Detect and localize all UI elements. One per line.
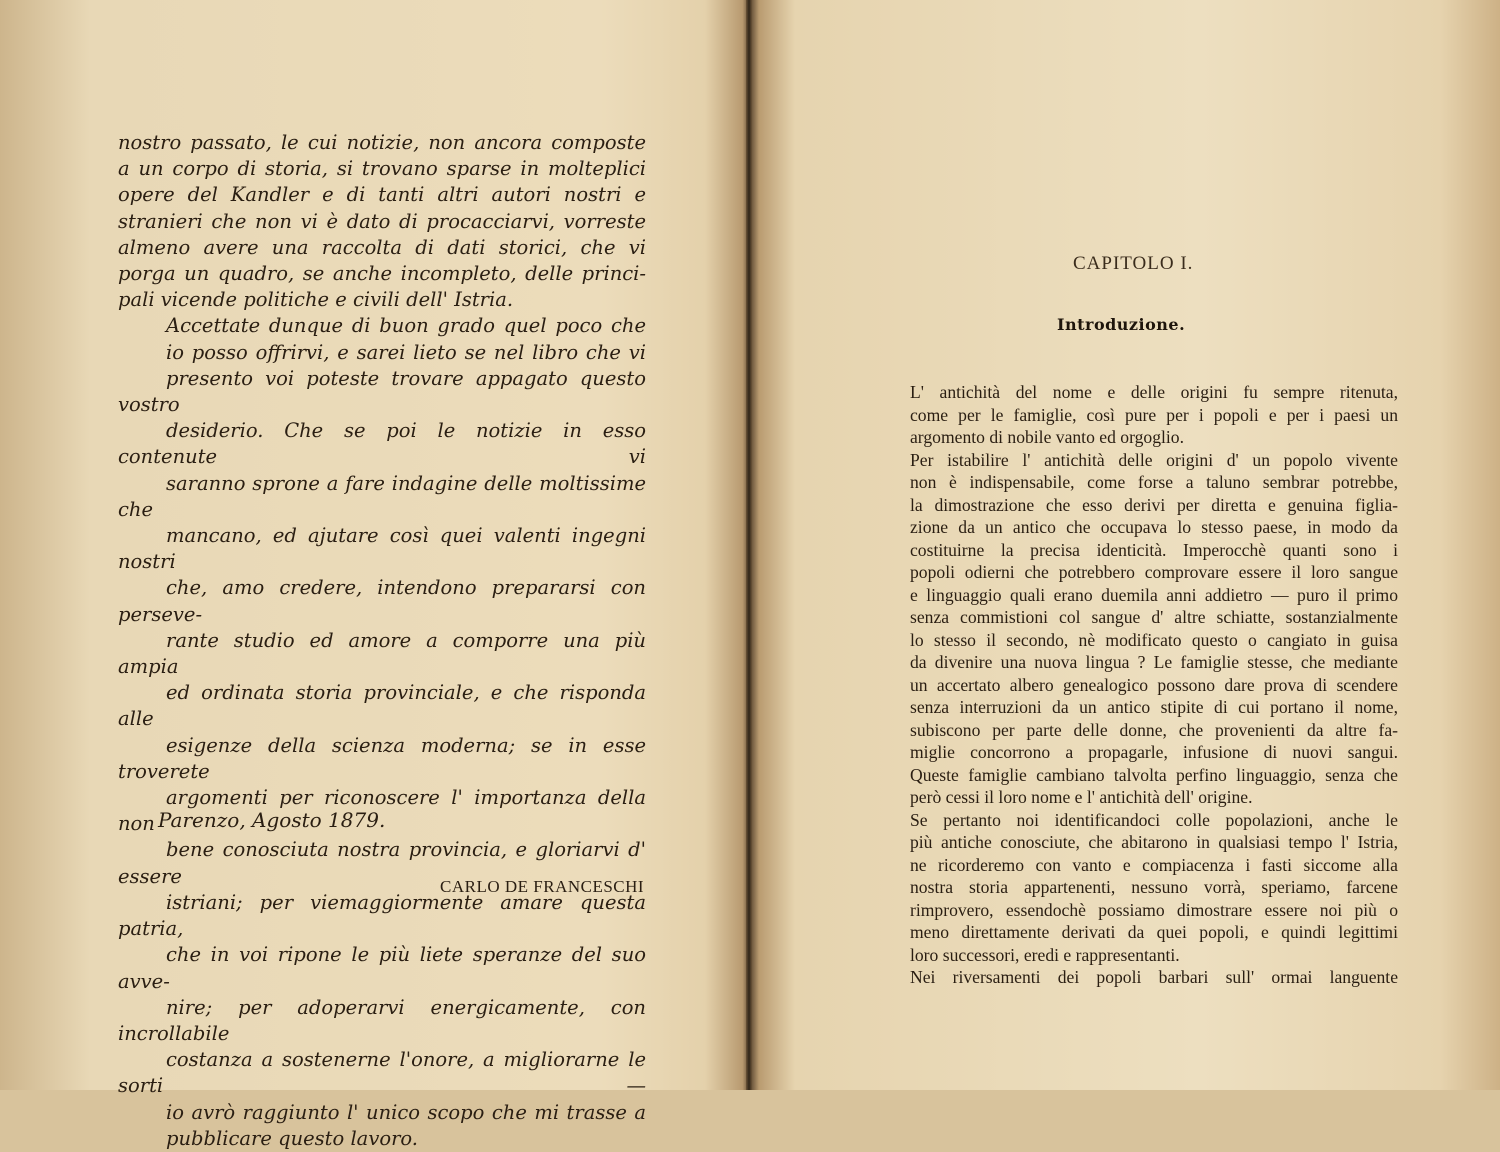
text-line: Nei riversamenti dei popoli barbari sull' ormai languente	[910, 967, 1398, 987]
text-line: Accettate dunque di buon grado quel poco che	[166, 314, 646, 338]
right-paragraph-1	[872, 381, 1398, 449]
text-line: bene conosciuta nostra provincia, e gloriarvi d' essere	[118, 838, 646, 888]
right-paragraph-3	[872, 809, 1398, 967]
text-line: presento voi poteste trovare appagato questo vostro	[118, 366, 646, 417]
text-line: porga un quadro, se anche incompleto, delle princi-	[118, 262, 646, 286]
text-line: Queste famiglie cambiano talvolta perfino linguaggio, senza che	[910, 764, 1398, 785]
text-line: meno direttamente derivati da quei popoli, e quindi legittimi	[910, 922, 1398, 942]
left-page	[0, 0, 748, 1150]
text-line: ed ordinata storia provinciale, e che risponda alle	[118, 681, 646, 731]
text-line: argomenti per riconoscere l' importanza della non	[118, 786, 646, 836]
text-line: più antiche conosciute, che abitarono in qualsiasi tempo l' Istria,	[910, 832, 1398, 852]
text-line: non è indispensabile, come forse a taluno sembrar potrebbe,	[910, 472, 1398, 492]
text-line: ne ricorderemo con vanto e compiacenza i fasti siccome alla	[910, 854, 1398, 875]
text-line: a un corpo di storia, si trovano sparse in molteplici	[118, 157, 646, 181]
text-line: istriani; per viemaggiormente amare questa patria,	[118, 890, 646, 941]
text-line: senza interruzioni da un antico stipite di cui portano il nome,	[910, 697, 1398, 717]
text-line: mancano, ed ajutare così quei valenti ingegni nostri	[118, 524, 646, 574]
section-heading: Introduzione.	[1057, 315, 1186, 334]
text-line: pubblicare questo lavoro.	[166, 1126, 418, 1150]
text-line: costituirne la precisa identicità. Imperocchè quanti sono i	[910, 539, 1398, 560]
text-line: un accertato albero genealogico possono dare prova di scendere	[910, 674, 1398, 695]
text-line: io posso offrirvi, e sarei lieto se nel libro che vi	[166, 340, 646, 364]
text-line: esigenze della scienza moderna; se in esse troverete	[118, 733, 646, 783]
text-line: zione da un antico che occupava lo stesso paese, in modo da	[910, 517, 1398, 537]
text-line: opere del Kandler e di tanti altri autori nostri e	[118, 183, 646, 207]
right-paragraph-4	[872, 966, 1398, 989]
text-line: senza commistioni col sangue d' altre schiatte, sostanzialmente	[910, 607, 1398, 627]
text-line: io avrò raggiunto l' unico scopo che mi trasse a	[166, 1100, 646, 1124]
text-line: popoli odierni che potrebbero comprovare essere il loro sangue	[910, 562, 1398, 582]
text-line: Per istabilire l' antichità delle origini d' un popolo vivente	[910, 449, 1398, 470]
text-line: la dimostrazione che esso derivi per diretta e genuina figlia-	[910, 494, 1398, 515]
left-page-body	[118, 130, 646, 1152]
text-line: che in voi ripone le più liete speranze del suo avve-	[118, 943, 646, 993]
author-signature: CARLO DE FRANCESCHI	[440, 877, 645, 896]
text-line: argomento di nobile vanto ed orgoglio.	[910, 427, 1184, 447]
text-line: costanza a sostenerne l'onore, a migliorarne le sorti —	[118, 1048, 646, 1098]
left-paragraph-2	[118, 313, 646, 1152]
chapter-title: CAPITOLO I.	[1073, 253, 1194, 274]
text-line: L' antichità del nome e delle origini fu sempre ritenuta,	[910, 382, 1398, 402]
text-line: però cessi il loro nome e l' antichità dell' origine.	[910, 787, 1253, 807]
text-line: come per le famiglie, così pure per i popoli e per i paesi un	[910, 404, 1398, 425]
text-line: desiderio. Che se poi le notizie in esso contenute vi	[118, 419, 646, 469]
text-line: almeno avere una raccolta di dati storici, che vi	[118, 235, 646, 259]
text-line: subiscono per parte delle donne, che provenienti da altre fa-	[910, 719, 1398, 740]
text-line: nostro passato, le cui notizie, non ancora composte	[118, 131, 646, 154]
text-line: lo stesso il secondo, nè modificato questo o cangiato in guisa	[910, 629, 1398, 650]
text-line: miglie concorrono a propagarle, infusione di nuovi sangui.	[910, 742, 1398, 762]
text-line: da divenire una nuova lingua ? Le famiglie stesse, che mediante	[910, 652, 1398, 672]
text-line: pali vicende politiche e civili dell' Istria.	[118, 288, 514, 312]
text-line: rante studio ed amore a comporre una più ampia	[118, 628, 646, 679]
text-line: rimprovero, essendochè possiamo dimostrare essere noi più o	[910, 899, 1398, 920]
text-line: e linguaggio quali erano duemila anni addietro — puro il primo	[910, 584, 1398, 605]
text-line: che, amo credere, intendono prepararsi con perseve-	[118, 576, 646, 626]
right-page-body	[872, 381, 1398, 989]
text-line: saranno sprone a fare indagine delle moltissime che	[118, 471, 646, 521]
text-line: loro successori, eredi e rappresentanti.	[910, 944, 1180, 965]
text-line: stranieri che non vi è dato di procacciarvi, vorreste	[118, 209, 646, 233]
text-line: Se pertanto noi identificandoci colle popolazioni, anche le	[910, 809, 1398, 830]
text-line: nire; per adoperarvi energicamente, con incrollabile	[118, 995, 646, 1045]
right-paragraph-2	[872, 449, 1398, 809]
place-date: Parenzo, Agosto 1879.	[158, 808, 386, 832]
left-paragraph-1	[118, 130, 646, 313]
text-line: nostra storia appartenenti, nessuno vorrà, speriamo, farcene	[910, 877, 1398, 897]
